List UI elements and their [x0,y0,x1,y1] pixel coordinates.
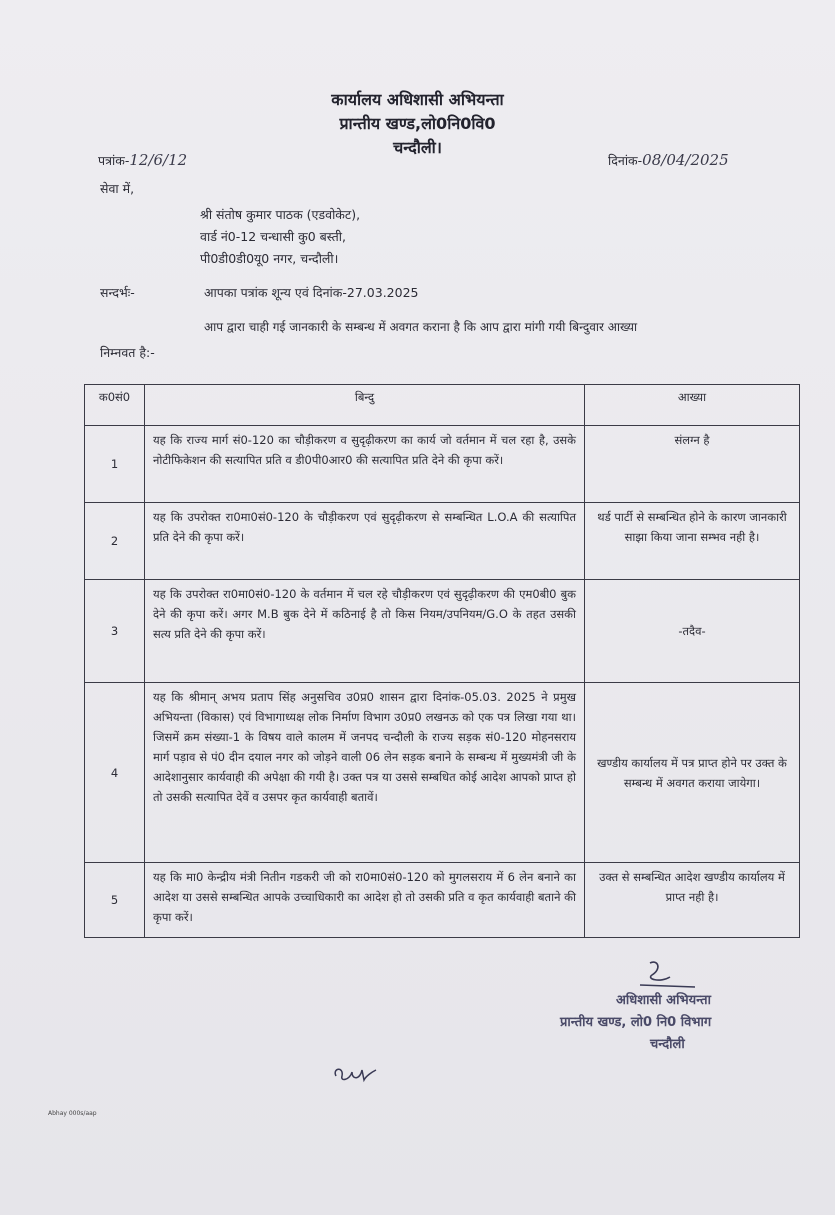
stamp-division: प्रान्तीय खण्ड, लो0 नि0 विभाग [560,1015,712,1030]
addressee-line: वार्ड नं0-12 चन्धासी कु0 बस्ती, [200,229,346,244]
stamp-designation: अधिशासी अभियन्ता [616,993,711,1008]
row-reply: थर्ड पार्टी से सम्बन्धित होने के कारण जानकारी साझा किया जाना सम्भव नही है। [585,503,800,580]
reference-text: आपका पत्रांक शून्य एवं दिनांक-27.03.2025 [204,285,419,300]
row-reply: खण्डीय कार्यालय में पत्र प्राप्त होने पर उक्त के सम्बन्ध में अवगत कराया जायेगा। [585,683,800,863]
row-number: 3 [85,580,145,683]
letter-number [98,150,187,169]
col-header-serial: क0सं0 [85,385,145,426]
signature-scribble-icon [600,955,710,995]
addressee-line: पी0डी0डी0यू0 नगर, चन्दौली। [200,251,339,266]
table-row [85,580,800,683]
row-reply: -तदैव- [585,580,800,683]
row-point: यह कि राज्य मार्ग सं0-120 का चौड़ीकरण व सुदृढ़ीकरण का कार्य जो वर्तमान में चल रहा है, उसके नोटीफिकेशन की सत्यापित प्रति व डी0पी0आर0 की सत्यापित प्रति देने की कृपा करें। [145,426,585,503]
to-label: सेवा में, [100,181,135,196]
row-number: 2 [85,503,145,580]
row-point: यह कि श्रीमान् अभय प्रताप सिंह अनुसचिव उ0प्र0 शासन द्वारा दिनांक-05.03. 2025 ने प्रमुख अभियन्ता (विकास) एवं विभागाध्यक्ष लोक निर्माण विभाग उ0प्र0 लखनऊ को एक पत्र लिखा गया था। जिसमें क्रम संख्या-1 के विषय वाले कालम में जनपद चन्दौली के राज्य सड़क सं0-120 मोहनसराय मार्ग पड़ाव से पं0 दीन दयाल नगर को जोड़ने वाली 06 लेन सड़क बनाने के सम्बन्ध में मुख्यमंत्री जी के आदेशानुसार कार्यवाही की अपेक्षा की गयी है। उक्त पत्र या उससे सम्बधित कोई आदेश आपको प्राप्त हो तो उसकी सत्यापित देवें व उसपर कृत कार्यवाही बतावें। [145,683,585,863]
row-reply: संलग्न है [585,426,800,503]
district-title: चन्दौली। [393,138,442,157]
intro-line-2: निम्नवत है:- [100,345,155,360]
row-number: 4 [85,683,145,863]
table-row [85,426,800,503]
letter-date-value: 08/04/2025 [642,151,729,169]
row-reply: उक्त से सम्बन्धित आदेश खण्डीय कार्यालय में प्राप्त नही है। [585,863,800,938]
row-number: 1 [85,426,145,503]
reference-label: सन्दर्भः- [100,285,135,300]
letter-number-label: पत्रांक- [98,153,130,168]
officer-stamp [560,990,711,1056]
letter-date [608,150,729,169]
response-table [84,384,800,938]
table-header-row [85,385,800,426]
row-point: यह कि मा0 केन्द्रीय मंत्री नितीन गडकरी जी को रा0मा0सं0-120 को मुगलसराय में 6 लेन बनाने का आदेश या उससे सम्बन्धित आपके उच्चाधिकारी का आदेश हो तो उसकी प्रति व कृत कार्यवाही बताने की कृपा करें। [145,863,585,938]
office-title: कार्यालय अधिशासी अभियन्ता [331,90,504,109]
stamp-district: चन्दौली [650,1037,685,1052]
col-header-point: बिन्दु [145,385,585,426]
row-point: यह कि उपरोक्त रा0मा0सं0-120 के चौड़ीकरण एवं सुदृढ़ीकरण से सम्बन्धित L.O.A की सत्यापित प्रति देने की कृपा करें। [145,503,585,580]
letter-number-value: 12/6/12 [129,151,188,169]
row-number: 5 [85,863,145,938]
col-header-reply: आख्या [585,385,800,426]
initials-scribble-icon [330,1058,380,1088]
intro-line-1: आप द्वारा चाही गई जानकारी के सम्बन्ध में अवगत कराना है कि आप द्वारा मांगी गयी बिन्दुवार आख्या [204,320,638,334]
table-row [85,683,800,863]
addressee-line: श्री संतोष कुमार पाठक (एडवोकेट), [200,207,361,222]
addressee-block [200,204,360,270]
division-title: प्रान्तीय खण्ड,लो0नि0वि0 [339,114,496,133]
letter-date-label: दिनांक- [608,153,643,168]
row-point: यह कि उपरोक्त रा0मा0सं0-120 के वर्तमान में चल रहे चौड़ीकरण एवं सुदृढ़ीकरण की एम0बी0 बुक देने की कृपा करें। अगर M.B बुक देने में कठिनाई है तो किस नियम/उपनियम/G.O के तहत उसकी सत्य प्रति देने की कृपा करें। [145,580,585,683]
footer-note: Abhay 000s/aap [48,1110,97,1117]
table-row [85,503,800,580]
table-row [85,863,800,938]
